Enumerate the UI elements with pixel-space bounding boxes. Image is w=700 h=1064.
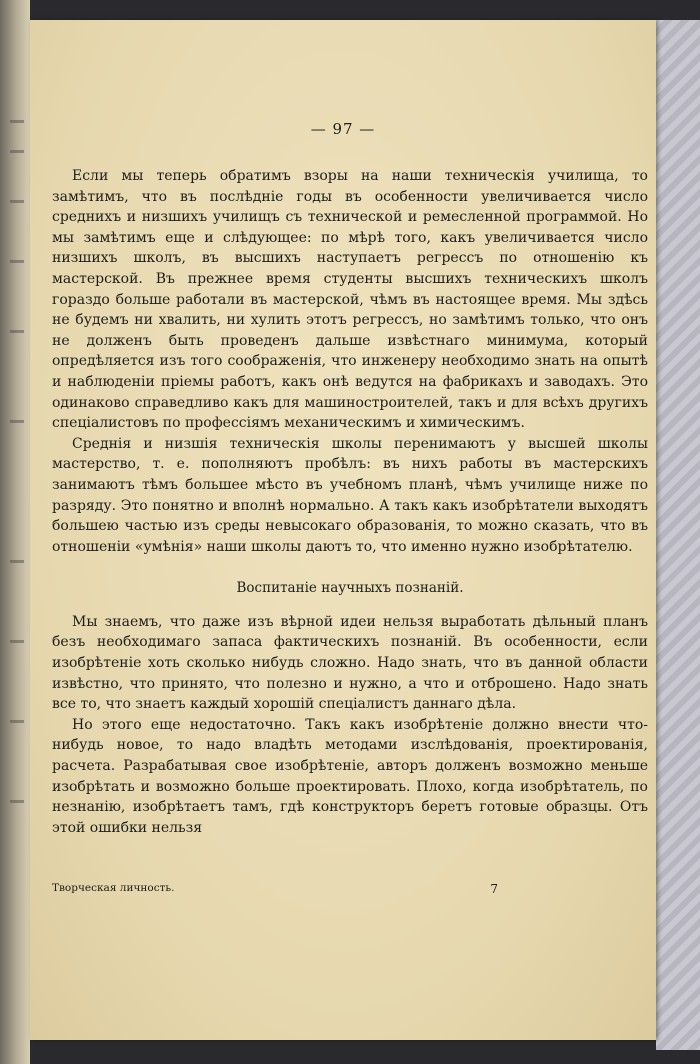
page-footer	[52, 882, 648, 896]
book-page	[30, 20, 656, 1040]
footer-book-title: Творческая личность.	[52, 882, 175, 894]
paragraph: Мы знаемъ, что даже изъ вѣрной идеи нельзя выработать дѣльный планъ безъ необходимаго запаса фактическихъ познаній. Въ особенности, если изобрѣтеніе хоть сколько нибудь сложно. Надо знать, что въ данной области извѣстно, что принято, что полезно и нужно, а что и отброшено. Надо знать все то, что знаетъ каждый хорошій спеціалистъ даннаго дѣла.	[52, 613, 648, 713]
signature-mark: 7	[490, 882, 498, 896]
paragraph: Но этого еще недостаточно. Такъ какъ изобрѣтеніе должно внести что-нибудь новое, то надо владѣть методами изслѣдованія, проектированія, расчета. Разрабатывая свое изобрѣтеніе, авторъ долженъ возможно меньше изобрѣтать и возможно больше проектировать. Плохо, когда изобрѣтатель, по незнанію, изобрѣтаетъ тамъ, гдѣ конструкторъ беретъ готовые образцы. Отъ этой ошибки нельзя	[52, 716, 648, 836]
adjacent-page-edge	[0, 0, 30, 1064]
paragraph: Среднія и низшія техническія школы перенимаютъ у высшей школы мастерство, т. е. пополняютъ пробѣлъ: въ нихъ работы въ мастерскихъ занимаютъ тѣмъ большее мѣсто въ учебномъ планѣ, чѣмъ училище ниже по разряду. Это понятно и вполнѣ нормально. А такъ какъ изобрѣтатели выходятъ большею частью изъ среды невысокаго образованія, то можно сказать, что въ отношеніи «умѣнія» наши школы даютъ то, что именно нужно изобрѣтателю.	[52, 435, 648, 555]
paragraph: Если мы теперь обратимъ взоры на наши техническія училища, то замѣтимъ, что въ послѣдніе годы въ особенности увеличивается число среднихъ и низшихъ училищъ съ технической и ремесленной программой. Но мы замѣтимъ еще и слѣдующее: по мѣрѣ того, какъ увеличивается число низшихъ школъ, въ высшихъ наступаетъ регрессъ по отношенію къ мастерской. Въ прежнее время студенты высшихъ техническихъ школъ гораздо больше работали въ мастерской, чѣмъ въ настоящее время. Мы здѣсь не будемъ ни хвалить, ни хулить этотъ регрессъ, но замѣтимъ только, что онъ не долженъ быть проведенъ дальше извѣстнаго минимума, который опредѣляется изъ того соображенія, что инженеру необходимо знать на опытѣ и наблюденіи пріемы работъ, какъ онѣ ведутся на фабрикахъ и заводахъ. Это одинаково справедливо какъ для машиностроителей, такъ и для всѣхъ другихъ спеціалистовъ по профессіямъ механическимъ и химическимъ.	[52, 168, 648, 432]
background-board	[656, 20, 700, 1050]
page-body	[52, 166, 648, 838]
section-heading: Воспитаніе научныхъ познаній.	[236, 580, 464, 597]
page-number: — 97 —	[310, 120, 376, 138]
